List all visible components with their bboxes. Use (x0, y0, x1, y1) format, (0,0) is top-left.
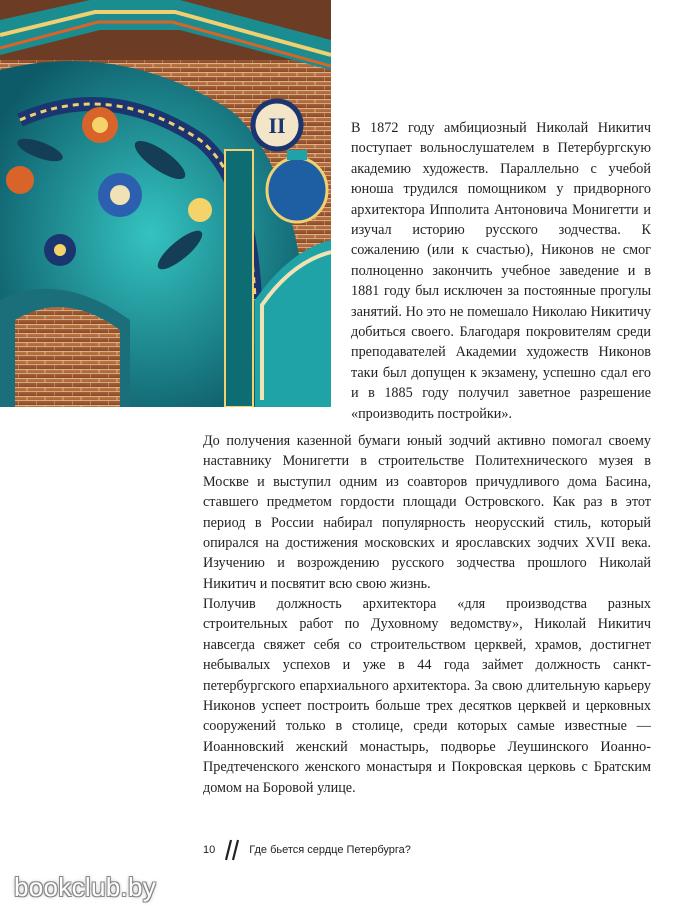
page-footer (203, 838, 411, 862)
illustration-photo (0, 0, 331, 407)
site-watermark: bookclub.by (14, 872, 157, 902)
paragraph-2: До получения казенной бумаги юный зодчий активно помогал своему наставнику Монигетти в строительстве Политехнического музея в Москве и выступил одним из соавторов причудливого дома Басина, ставшего предметом гордости площади Островского. Как раз в этот период в России набирал популярность неорусский стиль, который опирался на достижения московских и ярославских зодчих XVII века. Изучению и возрождению русского зодчества прошлого Николай Никитич и посвятит всю свою жизнь. (203, 433, 651, 592)
running-title: Где бьется сердце Петербурга? (249, 844, 411, 856)
paragraph-1: В 1872 году амбициозный Николай Никитич поступает вольнослушателем в Петербургскую академию художеств. Параллельно с учебой юноша трудился помощником у придворного архитектора Ипполита Антоновича Монигетти и изучал историю русского зодчества. К сожалению (или к счастью), Никонов не смог полноценно закончить учебное заведение и в 1881 году был исключен за постоянные прогулы занятий. Но это не помешало Николаю Никитичу добиться своего. Благодаря покровителям среди преподавателей Академии художеств Никонов таки был допущен к экзамену, успешно сдал его и в 1885 году получил заветное разрешение «производить постройки». (351, 120, 651, 422)
medallion-label: II (268, 113, 286, 138)
paragraph-3: Получив должность архитектора «для производства разных строительных работ по Духовному ведомству», Николай Никитич навсегда свяжет себя со строительством церквей, храмов, достигнет небывалых успехов и уже в 44 года займет должность санкт-петербургского епархиального архитектора. За свою длительную карьеру Никонов успеет построить больше трех десятков церквей и церковных сооружений только в столице, среди которых самые известные — Иоанновский женский монастырь, подворье Леушинского Иоанно-Предтеченского женского монастыря и Покровская церковь с Братским домом на Боровой улице. (203, 596, 651, 796)
double-slash-divider-icon (225, 839, 239, 861)
page-number: 10 (203, 844, 216, 856)
ornate-arch-image (0, 0, 331, 407)
